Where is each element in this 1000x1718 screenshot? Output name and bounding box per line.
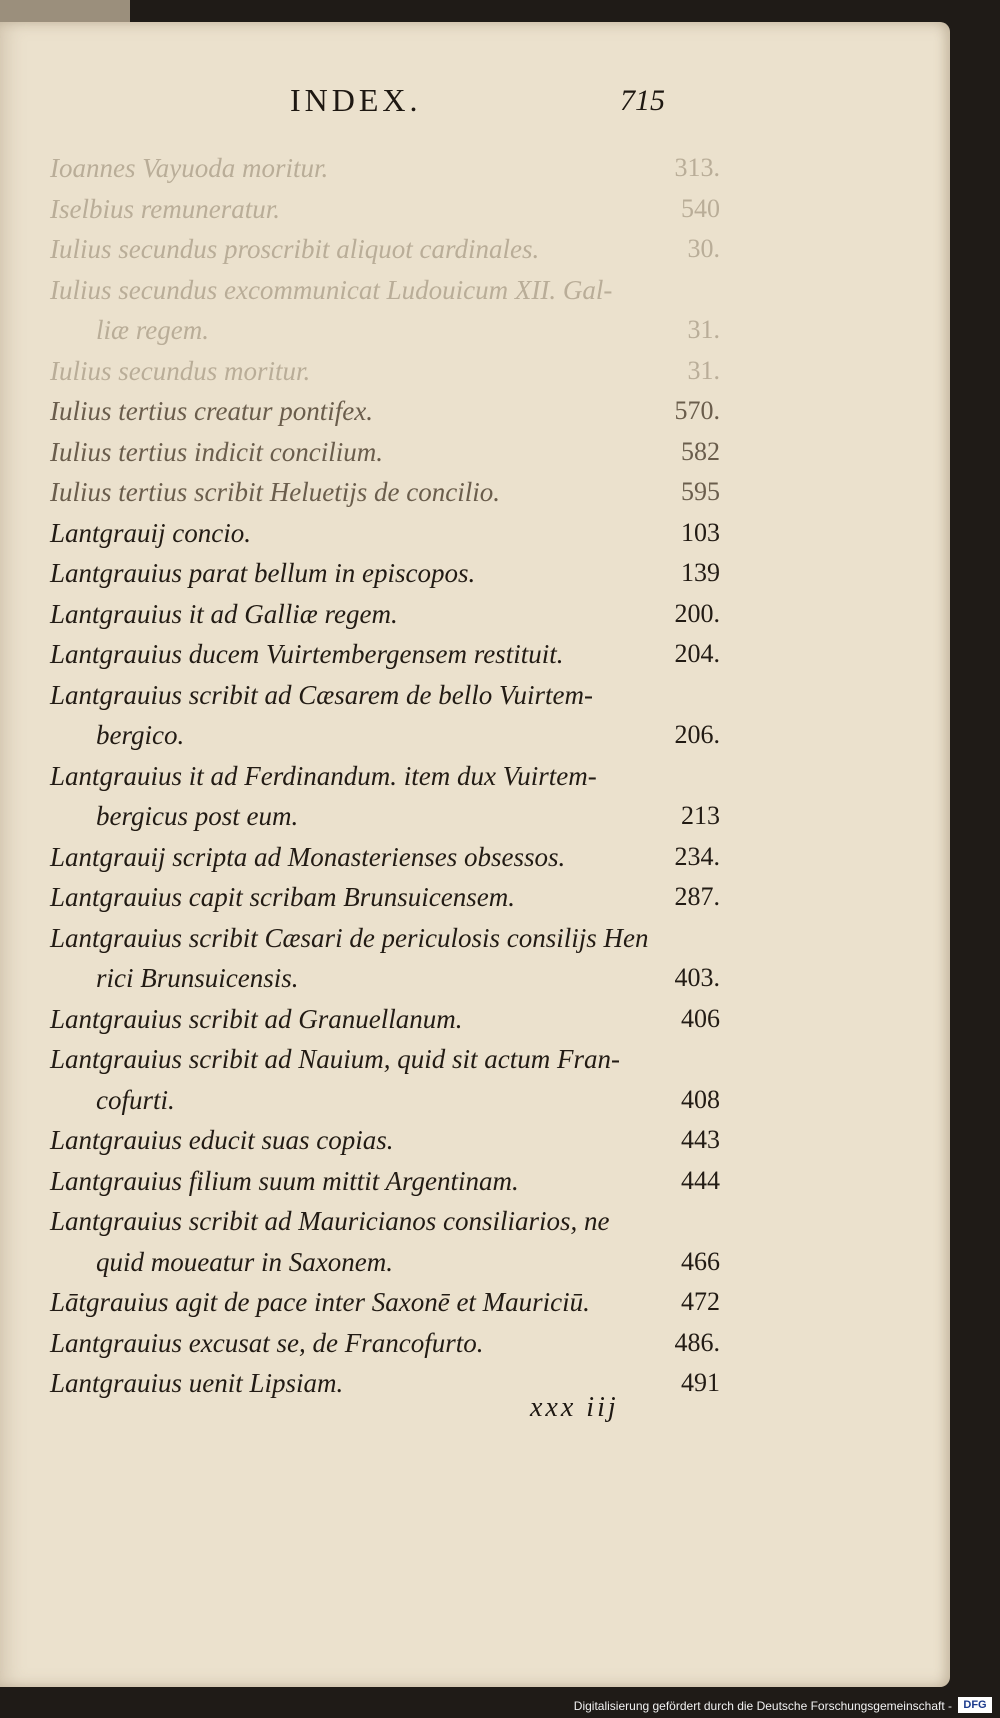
index-entry-page: 30. [687, 234, 720, 263]
index-entry [50, 837, 720, 878]
index-entry [50, 999, 720, 1040]
index-entry [50, 1120, 720, 1161]
index-entry-text: Iulius secundus proscribit aliquot cardinales. [50, 234, 540, 264]
index-entry-text: Lantgrauius scribit ad Granuellanum. [50, 1003, 463, 1034]
index-entry-text: liæ regem. [96, 315, 209, 345]
index-entry [50, 432, 720, 473]
signature-mark: xxx iij [530, 1392, 619, 1423]
index-entry-page: 31. [687, 355, 720, 385]
index-entry-text: Lātgrauius agit de pace inter Saxonē et Mauriciū. [50, 1287, 590, 1317]
book-page [0, 22, 950, 1687]
index-entry-text: Lantgrauius excusat se, de Francofurto. [50, 1327, 484, 1358]
index-entry [50, 1363, 720, 1404]
index-entry-page: 570. [674, 396, 720, 425]
index-entry-page: 287. [674, 882, 720, 911]
index-entry [50, 351, 720, 392]
index-entry-page: 139 [681, 558, 720, 587]
index-entry [50, 148, 720, 189]
index-entry [50, 472, 720, 513]
index-entry-page: 582 [681, 436, 720, 466]
index-entry-page: 444 [681, 1165, 720, 1195]
index-entry-text: Ioannes Vayuoda moritur. [50, 153, 329, 183]
index-entry [50, 391, 720, 432]
index-entry [50, 1323, 720, 1364]
index-entry-page: 200. [674, 598, 720, 628]
index-entry-page: 443 [681, 1125, 720, 1154]
index-entry-page: 595 [681, 477, 720, 506]
page-number: 715 [620, 84, 665, 117]
index-entry-text: rici Brunsuicensis. [96, 963, 299, 993]
index-entry-page: 204. [674, 639, 720, 668]
index-entry-text: Iulius tertius creatur pontifex. [50, 396, 373, 426]
index-entry-page: 31. [687, 315, 720, 344]
footer-bar [0, 1692, 1000, 1718]
index-entry [50, 594, 720, 635]
index-entry [50, 513, 720, 554]
index-entry-continuation [50, 1080, 720, 1121]
index-entry-text: Lantgrauius it ad Galliæ regem. [50, 598, 398, 629]
index-entry-page: 491 [681, 1368, 720, 1397]
index-entry-text: quid moueatur in Saxonem. [96, 1246, 393, 1277]
dfg-logo-icon: DFG [958, 1697, 992, 1713]
index-entry-page: 403. [674, 963, 720, 992]
index-entry-page: 540 [681, 193, 720, 223]
index-entry [50, 553, 720, 594]
index-entry-page: 486. [674, 1327, 720, 1357]
index-entry [50, 1039, 720, 1080]
index-entry-page: 313. [674, 153, 720, 182]
index-entry-page: 234. [674, 841, 720, 871]
index-entry-page: 213 [681, 801, 720, 830]
index-entry [50, 270, 720, 311]
index-entry-page: 103 [681, 517, 720, 547]
index-entry [50, 1161, 720, 1202]
index-entry [50, 1201, 720, 1242]
index-entry-text: Lantgrauius scribit ad Cæsarem de bello Vuirtem- [50, 679, 593, 710]
index-entry-text: Lantgrauius uenit Lipsiam. [50, 1368, 344, 1398]
index-entry-text: Iselbius remuneratur. [50, 193, 280, 224]
index-entry-page: 472 [681, 1287, 720, 1316]
index-entry-text: Lantgrauius parat bellum in episcopos. [50, 558, 476, 588]
index-entry [50, 634, 720, 675]
index-entry-continuation [50, 1242, 720, 1283]
index-entry-text: Lantgrauius filium suum mittit Argentinam. [50, 1165, 519, 1196]
index-entry-text: Lantgrauius scribit ad Nauium, quid sit actum Fran- [50, 1044, 621, 1074]
index-entry-text: bergico. [96, 720, 185, 750]
index-entry-text: cofurti. [96, 1084, 175, 1115]
index-entry-text: Lantgrauius capit scribam Brunsuicensem. [50, 882, 515, 912]
index-entry-text: Iulius tertius scribit Heluetijs de concilio. [50, 477, 500, 507]
index-entry-text: Iulius secundus moritur. [50, 355, 311, 386]
index-entries [50, 148, 720, 1404]
index-entry-continuation [50, 310, 720, 351]
index-entry-text: Lantgrauius educit suas copias. [50, 1125, 394, 1155]
index-entry [50, 229, 720, 270]
index-entry-text: Lantgrauius scribit Cæsari de periculosis consilijs Hen [50, 922, 649, 953]
index-entry-page: 466 [681, 1246, 720, 1276]
footer-credit: Digitalisierung gefördert durch die Deutsche Forschungsgemeinschaft - [573, 1699, 952, 1713]
index-entry-text: Iulius secundus excommunicat Ludouicum XII. Gal- [50, 274, 613, 305]
index-entry-continuation [50, 958, 720, 999]
book-spine-edge [0, 0, 130, 22]
index-entry [50, 918, 720, 959]
index-entry-page: 406 [681, 1003, 720, 1033]
index-entry-page: 206. [674, 720, 720, 749]
index-entry-continuation [50, 796, 720, 837]
index-entry-text: bergicus post eum. [96, 801, 299, 831]
index-entry [50, 1282, 720, 1323]
index-entry [50, 189, 720, 230]
index-entry [50, 756, 720, 797]
index-entry-text: Iulius tertius indicit concilium. [50, 436, 383, 467]
index-entry [50, 675, 720, 716]
index-entry-continuation [50, 715, 720, 756]
page-header-title: INDEX. [290, 82, 422, 118]
index-entry-text: Lantgrauij scripta ad Monasterienses obsessos. [50, 841, 566, 872]
index-entry-page: 408 [681, 1084, 720, 1114]
index-entry-text: Lantgrauij concio. [50, 517, 251, 548]
index-entry-text: Lantgrauius scribit ad Mauricianos consiliarios, ne [50, 1206, 610, 1236]
index-entry-text: Lantgrauius it ad Ferdinandum. item dux Vuirtem- [50, 760, 597, 791]
index-entry [50, 877, 720, 918]
index-entry-text: Lantgrauius ducem Vuirtembergensem restituit. [50, 639, 564, 669]
